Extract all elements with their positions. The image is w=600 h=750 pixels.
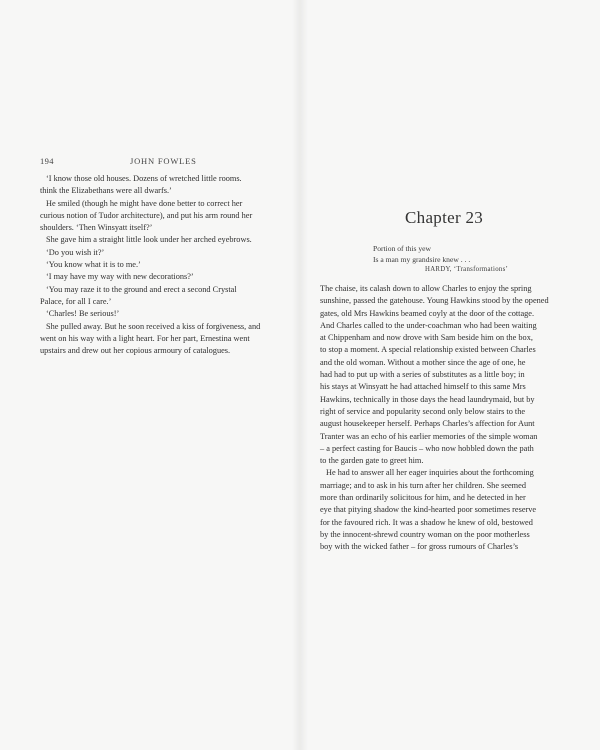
body-line: She gave him a straight little look under her arched eyebrows. [46,235,252,245]
body-line: ‘You may raze it to the ground and erect a second Crystal [46,284,237,294]
body-line: He smiled (though he might have done better to correct her [46,198,243,208]
body-line [320,283,549,295]
body-line: shoulders. ‘Then Winsyatt itself?’ [40,223,153,233]
body-line: had had to put up with a series of substitutes as a little boy; in [320,370,525,380]
body-line: curious notion of Tudor architecture), and put his arm round her [40,210,253,220]
body-line: ‘I may have my way with new decorations?’ [46,272,194,282]
epigraph-line: Is a man my grandsire knew . . . [373,254,471,264]
body-line: And Charles called to the under-coachman who had been waiting [320,320,537,330]
body-line: to the garden gate to greet him. [320,456,424,466]
body-line: and the old woman. Without a mother since the age of one, he [320,357,526,367]
body-line: upstairs and drew out her copious armoury of catalogues. [40,346,231,356]
body-line: – a perfect casting for Baucis – who now hobbled down the path [320,443,534,453]
chapter-lead-in: The [320,284,333,293]
body-line: right of service and popularity second only below stairs to the [320,406,526,416]
body-line: his stays at Winsyatt he had attached himself to this same Mrs [320,382,526,392]
body-line: boy with the wicked father – for gross rumours of Charles’s [320,542,519,552]
body-line: marriage; and to ask in his turn after her children. She seemed [320,480,526,490]
body-line: ‘Charles! Be serious!’ [46,309,120,319]
body-line: august housekeeper herself. Perhaps Charles’s affection for Aunt [320,419,535,429]
left-page-body [40,173,280,357]
body-line: Hawkins, technically in those days the head laundrymaid, but by [320,394,535,404]
body-line: more than ordinarily solicitous for him, and he detected in her [320,493,526,503]
body-line: She pulled away. But he soon received a kiss of forgiveness, and [46,321,261,331]
body-line: ‘You know what it is to me.’ [46,260,141,270]
body-line: sunshine, passed the gatehouse. Young Hawkins stood by the opened [320,296,549,306]
body-line: He had to answer all her eager inquiries about the forthcoming [326,468,534,478]
body-line: for the favoured rich. It was a shadow he knew of old, bestowed [320,517,533,527]
body-line: ‘Do you wish it?’ [46,247,105,257]
page-number: 194 [40,156,54,166]
chapter-title: Chapter 23 [405,208,484,227]
right-page-body [320,283,549,554]
body-line: gates, old Mrs Hawkins beamed coyly at the door of the cottage. [320,308,535,318]
epigraph-attribution: HARDY, ‘Transformations’ [425,266,509,274]
body-line: Tranter was an echo of his earlier memories of the simple woman [320,431,538,441]
body-line: think the Elizabethans were all dwarfs.’ [40,186,172,196]
body-line: ‘I know those old houses. Dozens of wretched little rooms. [46,174,242,183]
body-line: Palace, for all I care.’ [40,296,112,306]
body-line: by the innocent-shrewd country woman on the poor motherless [320,529,530,539]
epigraph [373,244,553,276]
body-line: at Chippenham and now drove with Sam beside him on the box, [320,333,533,343]
body-line-text: chaise, its calash down to allow Charles to enjoy the spring [332,284,532,293]
running-head-author: JOHN FOWLES [130,156,197,166]
body-line: went on his way with a light heart. For her part, Ernestina went [40,333,250,343]
epigraph-line: Portion of this yew [373,244,432,253]
body-line: to stop a moment. A special relationship existed between Charles [320,345,536,355]
body-line: eye that pitying shadow the kind-hearted poor sometimes reserve [320,505,537,515]
